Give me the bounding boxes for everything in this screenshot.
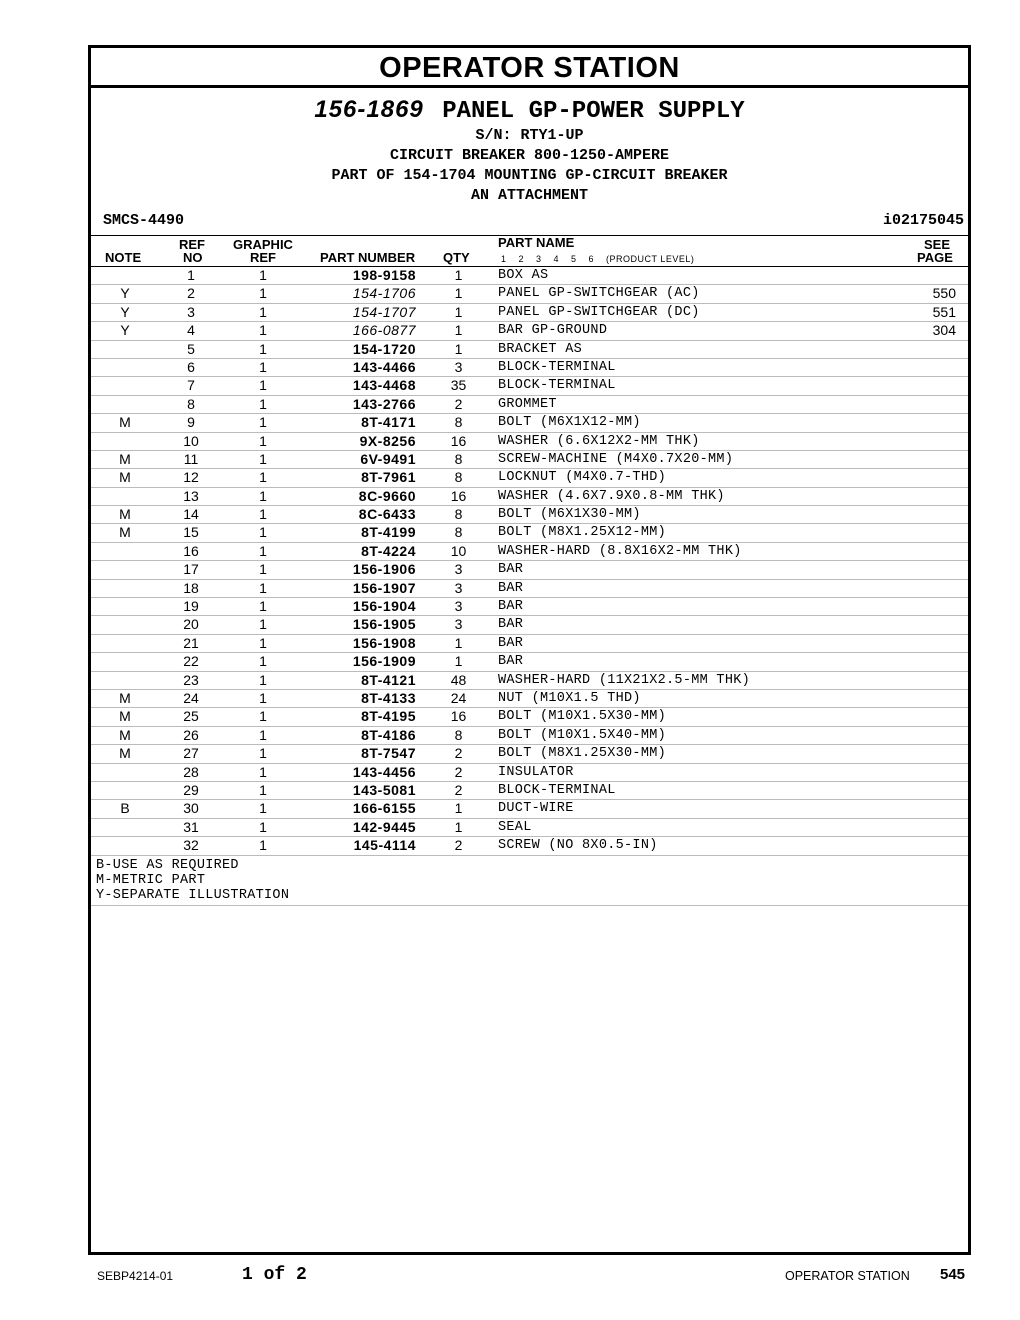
cell-graphic-ref: 1: [259, 506, 267, 523]
col-ref-top: REF: [179, 237, 205, 252]
cell-ref-no: 31: [183, 818, 199, 835]
cell-part-name: INSULATOR: [498, 764, 574, 780]
footer-page-of: 1 of 2: [242, 1265, 307, 1285]
cell-qty: 48: [450, 671, 467, 688]
table-row: [91, 377, 968, 395]
cell-ref-no: 27: [183, 745, 199, 762]
cell-ref-no: 15: [183, 524, 199, 541]
cell-ref-no: 18: [183, 579, 199, 596]
cell-part-number: 143-4466: [352, 358, 416, 375]
cell-qty: 16: [450, 432, 467, 449]
cell-part-number: 154-1706: [352, 285, 416, 302]
cell-graphic-ref: 1: [259, 285, 267, 302]
cell-graphic-ref: 1: [259, 542, 267, 559]
cell-part-name: BOLT (M6X1X12-MM): [498, 415, 641, 431]
cell-qty: 8: [454, 450, 463, 467]
cell-part-number: 8T-4121: [361, 671, 416, 688]
table-row: [91, 341, 968, 359]
table-row: [91, 598, 968, 616]
cell-ref-no: 14: [183, 506, 199, 523]
header-line-attachment: AN ATTACHMENT: [470, 187, 589, 204]
cell-part-name: LOCKNUT (M4X0.7-THD): [498, 470, 667, 486]
cell-part-name: BOLT (M8X1.25X30-MM): [498, 746, 667, 762]
cell-ref-no: 30: [183, 800, 199, 817]
cell-ref-no: 28: [183, 763, 199, 780]
cell-part-name: BOX AS: [498, 268, 549, 283]
cell-part-name: SCREW-MACHINE (M4X0.7X20-MM): [498, 451, 734, 467]
cell-part-name: BOLT (M6X1X30-MM): [498, 507, 641, 523]
col-graphic-top: GRAPHIC: [233, 237, 293, 252]
cell-graphic-ref: 1: [259, 358, 267, 375]
col-product-levels: 1 2 3 4 5 6 (PRODUCT LEVEL): [501, 254, 695, 264]
footer-page-number: 545: [940, 1266, 966, 1283]
group-part-number: 156-1869: [314, 96, 424, 123]
table-row: [91, 819, 968, 837]
illustration-id: i02175045: [882, 212, 964, 229]
cell-ref-no: 10: [183, 432, 199, 449]
cell-part-number: 8T-4133: [361, 689, 416, 706]
cell-qty: 8: [454, 414, 463, 431]
cell-ref-no: 21: [183, 634, 199, 651]
section-title: OPERATOR STATION: [91, 48, 968, 88]
table-row: [91, 469, 968, 487]
cell-part-number: 143-5081: [352, 781, 416, 798]
cell-part-name: BLOCK-TERMINAL: [498, 378, 616, 394]
cell-graphic-ref: 1: [259, 377, 267, 394]
cell-graphic-ref: 1: [259, 395, 267, 412]
cell-note: M: [119, 689, 131, 706]
cell-part-number: 8T-4186: [361, 726, 416, 743]
cell-graphic-ref: 1: [259, 726, 267, 743]
cell-ref-no: 16: [183, 542, 199, 559]
note-b: B-USE AS REQUIRED: [96, 857, 239, 873]
cell-part-number: 198-9158: [352, 267, 416, 283]
cell-qty: 1: [454, 340, 463, 357]
parts-table: [91, 267, 968, 856]
table-row: [91, 304, 968, 322]
table-row: [91, 414, 968, 432]
table-row: [91, 764, 968, 782]
cell-qty: 2: [454, 745, 463, 762]
table-row: [91, 285, 968, 303]
cell-graphic-ref: 1: [259, 598, 267, 615]
cell-ref-no: 2: [187, 285, 195, 302]
cell-ref-no: 24: [183, 689, 199, 706]
col-qty: QTY: [443, 250, 470, 265]
cell-note: M: [119, 506, 131, 523]
cell-graphic-ref: 1: [259, 818, 267, 835]
table-row: [91, 451, 968, 469]
col-part-number: PART NUMBER: [320, 250, 416, 265]
cell-ref-no: 32: [183, 837, 199, 854]
table-row: [91, 782, 968, 800]
cell-part-name: BAR: [498, 635, 524, 651]
cell-note: M: [119, 726, 131, 743]
cell-part-name: BAR GP-GROUND: [498, 323, 608, 339]
cell-qty: 2: [454, 781, 463, 798]
cell-part-name: BAR: [498, 580, 524, 596]
parts-header: [91, 96, 968, 206]
table-row: [91, 561, 968, 579]
col-graphic-bottom: REF: [250, 250, 276, 265]
table-row: [91, 488, 968, 506]
cell-ref-no: 25: [183, 708, 199, 725]
cell-qty: 3: [454, 358, 463, 375]
cell-part-name: WASHER-HARD (11X21X2.5-MM THK): [498, 672, 751, 688]
cell-ref-no: 23: [183, 671, 199, 688]
cell-graphic-ref: 1: [259, 414, 267, 431]
cell-ref-no: 13: [183, 487, 199, 504]
cell-part-number: 8T-4171: [361, 414, 416, 431]
cell-ref-no: 22: [183, 653, 199, 670]
cell-qty: 1: [454, 653, 463, 670]
cell-part-number: 156-1907: [352, 579, 416, 596]
table-row: [91, 635, 968, 653]
cell-ref-no: 4: [187, 322, 195, 339]
cell-part-number: 156-1909: [352, 653, 416, 670]
cell-qty: 3: [454, 579, 463, 596]
cell-qty: 8: [454, 524, 463, 541]
cell-qty: 8: [454, 726, 463, 743]
table-row: [91, 690, 968, 708]
cell-part-name: WASHER (4.6X7.9X0.8-MM THK): [498, 488, 725, 504]
table-row: [91, 322, 968, 340]
cell-ref-no: 26: [183, 726, 199, 743]
cell-part-name: BAR: [498, 617, 524, 633]
cell-graphic-ref: 1: [259, 837, 267, 854]
cell-part-name: BAR: [498, 562, 524, 578]
cell-qty: 3: [454, 616, 463, 633]
cell-ref-no: 6: [187, 358, 195, 375]
table-row: [91, 653, 968, 671]
cell-ref-no: 11: [183, 450, 199, 467]
table-row: [91, 524, 968, 542]
cell-part-number: 166-0877: [352, 322, 416, 339]
cell-part-number: 154-1720: [352, 340, 416, 357]
cell-part-number: 8C-6433: [358, 506, 416, 523]
cell-part-number: 166-6155: [352, 800, 416, 817]
table-row: [91, 800, 968, 818]
cell-part-number: 143-2766: [352, 395, 416, 412]
col-see-top: SEE: [924, 237, 951, 252]
cell-ref-no: 12: [183, 469, 199, 486]
table-row: [91, 580, 968, 598]
cell-graphic-ref: 1: [259, 579, 267, 596]
cell-part-number: 145-4114: [353, 837, 416, 854]
col-ref-bottom: NO: [183, 250, 203, 265]
table-row: [91, 359, 968, 377]
cell-part-number: 156-1905: [352, 616, 416, 633]
cell-ref-no: 7: [187, 377, 195, 394]
cell-see-page: 550: [932, 285, 956, 302]
cell-part-name: BLOCK-TERMINAL: [498, 359, 616, 375]
cell-qty: 3: [454, 598, 463, 615]
cell-graphic-ref: 1: [259, 689, 267, 706]
page-footer: [0, 1265, 1020, 1285]
cell-qty: 8: [454, 506, 463, 523]
cell-ref-no: 29: [183, 781, 199, 798]
cell-see-page: 304: [932, 322, 956, 339]
cell-ref-no: 5: [187, 340, 195, 357]
col-note: NOTE: [105, 250, 142, 265]
table-row: [91, 727, 968, 745]
page-frame: [88, 45, 971, 1255]
cell-note: M: [119, 450, 131, 467]
cell-part-number: 8T-4199: [361, 524, 416, 541]
cell-part-name: SCREW (NO 8X0.5-IN): [498, 838, 658, 854]
cell-qty: 35: [450, 377, 467, 394]
cell-qty: 2: [454, 837, 463, 854]
cell-note: Y: [120, 322, 130, 339]
cell-part-number: 8C-9660: [358, 487, 416, 504]
cell-qty: 1: [454, 267, 463, 283]
footer-doc-id: SEBP4214-01: [97, 1269, 174, 1283]
header-line-part-of: PART OF 154-1704 MOUNTING GP-CIRCUIT BREAKER: [331, 167, 728, 184]
cell-graphic-ref: 1: [259, 781, 267, 798]
cell-part-name: PANEL GP-SWITCHGEAR (AC): [498, 286, 700, 302]
cell-qty: 1: [454, 303, 463, 320]
cell-ref-no: 17: [183, 561, 199, 578]
cell-qty: 16: [450, 708, 467, 725]
cell-ref-no: 3: [187, 303, 195, 320]
table-row: [91, 543, 968, 561]
cell-qty: 2: [454, 395, 463, 412]
table-row: [91, 616, 968, 634]
cell-graphic-ref: 1: [259, 303, 267, 320]
cell-part-number: 143-4468: [352, 377, 416, 394]
group-title: [91, 96, 968, 126]
table-row: [91, 745, 968, 763]
table-row: [91, 837, 968, 855]
cell-part-number: 143-4456: [352, 763, 416, 780]
cell-qty: 1: [454, 285, 463, 302]
header-line-breaker: CIRCUIT BREAKER 800-1250-AMPERE: [389, 147, 670, 164]
cell-graphic-ref: 1: [259, 322, 267, 339]
cell-note: M: [119, 414, 131, 431]
column-header: [91, 235, 968, 267]
cell-part-number: 9X-8256: [359, 432, 416, 449]
cell-qty: 1: [454, 322, 463, 339]
cell-part-name: WASHER (6.6X12X2-MM THK): [498, 433, 700, 449]
cell-part-name: BOLT (M8X1.25X12-MM): [498, 525, 667, 541]
col-see-bottom: PAGE: [917, 250, 953, 265]
cell-part-number: 142-9445: [352, 818, 416, 835]
cell-part-name: BAR: [498, 654, 524, 670]
table-row: [91, 672, 968, 690]
table-row: [91, 267, 968, 285]
table-row: [91, 506, 968, 524]
cell-qty: 10: [450, 542, 467, 559]
cell-qty: 1: [454, 800, 463, 817]
cell-part-number: 8T-4224: [361, 542, 416, 559]
cell-graphic-ref: 1: [259, 267, 267, 283]
notes-legend: [91, 856, 968, 906]
cell-part-name: WASHER-HARD (8.8X16X2-MM THK): [498, 543, 742, 559]
cell-note: M: [119, 745, 131, 762]
cell-part-name: NUT (M10X1.5 THD): [498, 690, 641, 706]
cell-part-number: 6V-9491: [360, 450, 416, 467]
cell-ref-no: 20: [183, 616, 199, 633]
cell-see-page: 551: [932, 303, 956, 320]
cell-note: M: [119, 524, 131, 541]
header-line-serial: S/N: RTY1-UP: [475, 127, 584, 144]
cell-note: Y: [120, 303, 130, 320]
cell-part-number: 8T-4195: [361, 708, 416, 725]
cell-graphic-ref: 1: [259, 469, 267, 486]
cell-note: M: [119, 469, 131, 486]
smcs-code: SMCS-4490: [103, 212, 185, 229]
cell-part-name: BOLT (M10X1.5X30-MM): [498, 709, 667, 725]
cell-qty: 16: [450, 487, 467, 504]
cell-part-name: BOLT (M10X1.5X40-MM): [498, 727, 667, 743]
cell-ref-no: 1: [187, 267, 195, 283]
cell-graphic-ref: 1: [259, 340, 267, 357]
cell-graphic-ref: 1: [259, 432, 267, 449]
cell-qty: 1: [454, 634, 463, 651]
cell-ref-no: 8: [187, 395, 195, 412]
smcs-row: [91, 209, 968, 235]
cell-note: Y: [120, 285, 130, 302]
cell-part-number: 8T-7961: [361, 469, 416, 486]
cell-part-number: 156-1908: [352, 634, 416, 651]
cell-graphic-ref: 1: [259, 671, 267, 688]
col-part-name: PART NAME: [498, 235, 575, 250]
cell-graphic-ref: 1: [259, 653, 267, 670]
note-m: M-METRIC PART: [96, 872, 206, 888]
cell-graphic-ref: 1: [259, 634, 267, 651]
cell-part-number: 8T-7547: [361, 745, 416, 762]
cell-note: B: [120, 800, 130, 817]
cell-part-number: 154-1707: [352, 303, 416, 320]
cell-ref-no: 9: [187, 414, 195, 431]
cell-note: M: [119, 708, 131, 725]
cell-qty: 24: [450, 689, 467, 706]
table-row: [91, 433, 968, 451]
cell-graphic-ref: 1: [259, 745, 267, 762]
group-part-name: PANEL GP-POWER SUPPLY: [442, 98, 745, 125]
cell-graphic-ref: 1: [259, 708, 267, 725]
cell-graphic-ref: 1: [259, 450, 267, 467]
cell-part-name: BAR: [498, 599, 524, 615]
table-row: [91, 708, 968, 726]
cell-part-name: PANEL GP-SWITCHGEAR (DC): [498, 304, 700, 320]
cell-part-number: 156-1906: [352, 561, 416, 578]
footer-section: OPERATOR STATION: [785, 1269, 910, 1283]
cell-graphic-ref: 1: [259, 763, 267, 780]
cell-qty: 8: [454, 469, 463, 486]
cell-part-number: 156-1904: [352, 598, 416, 615]
cell-ref-no: 19: [183, 598, 199, 615]
cell-graphic-ref: 1: [259, 487, 267, 504]
note-y: Y-SEPARATE ILLUSTRATION: [96, 887, 290, 903]
cell-part-name: BLOCK-TERMINAL: [498, 782, 616, 798]
cell-graphic-ref: 1: [259, 561, 267, 578]
cell-graphic-ref: 1: [259, 800, 267, 817]
cell-graphic-ref: 1: [259, 524, 267, 541]
table-row: [91, 396, 968, 414]
cell-graphic-ref: 1: [259, 616, 267, 633]
cell-qty: 1: [454, 818, 463, 835]
cell-part-name: DUCT-WIRE: [498, 801, 574, 817]
cell-part-name: GROMMET: [498, 396, 557, 412]
cell-qty: 3: [454, 561, 463, 578]
cell-part-name: BRACKET AS: [498, 341, 583, 357]
cell-qty: 2: [454, 763, 463, 780]
cell-part-name: SEAL: [498, 819, 532, 835]
